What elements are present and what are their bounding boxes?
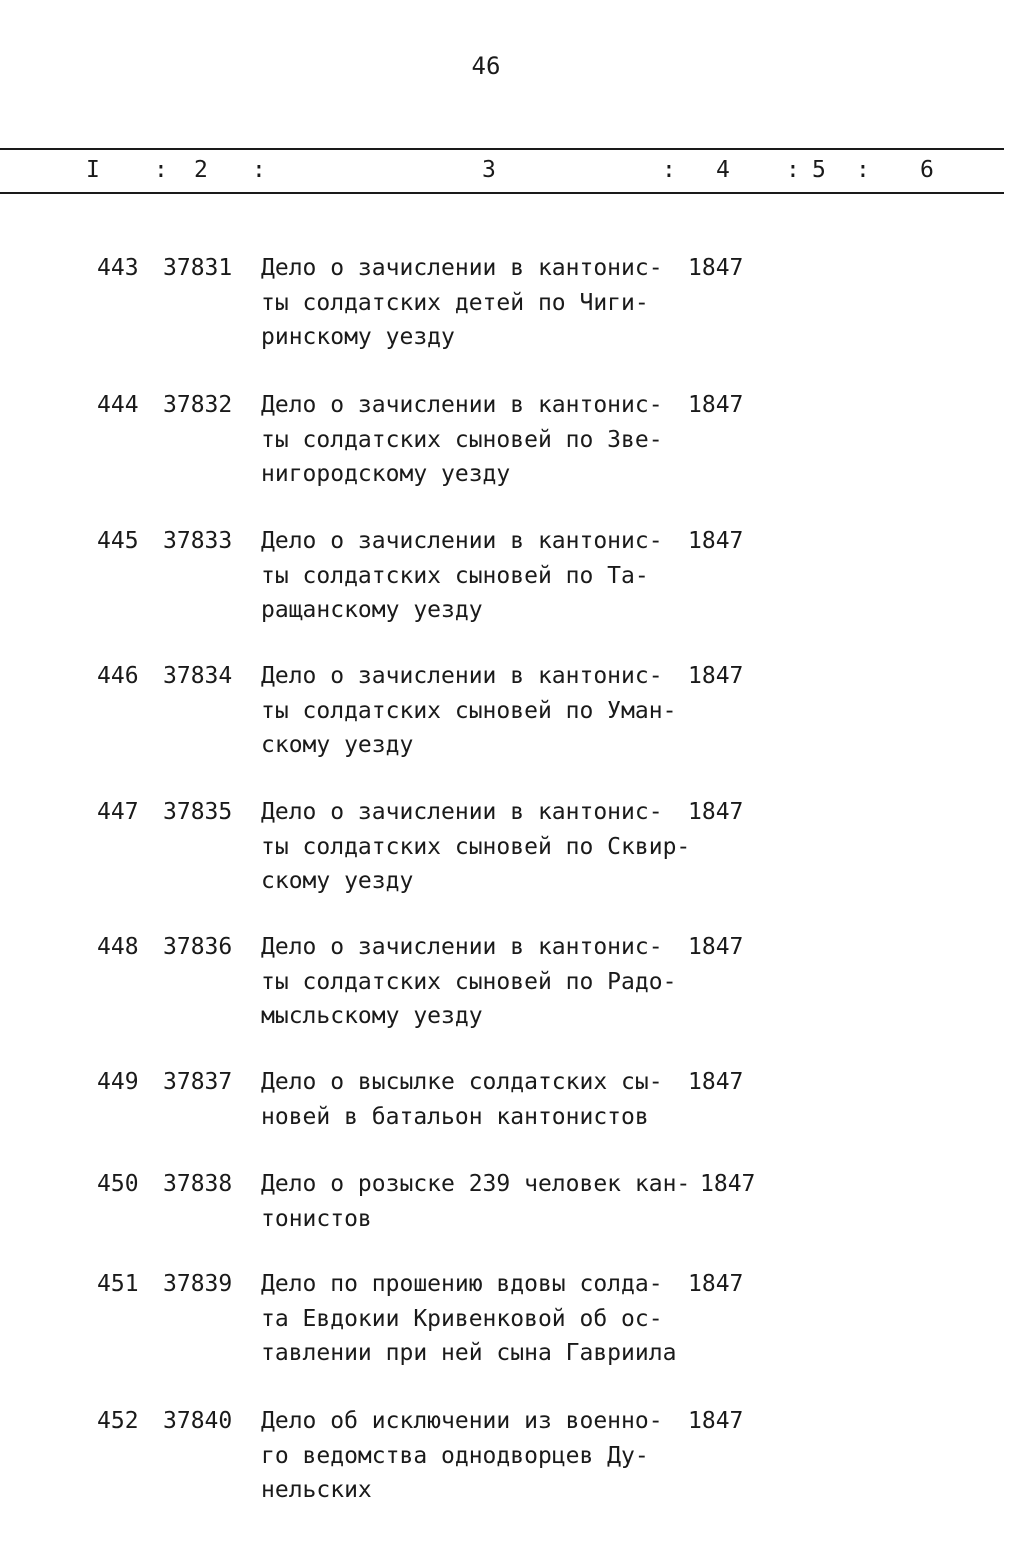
entry-number: 451 xyxy=(97,1271,139,1297)
entry-title: Дело о зачислении в кантонис- ты солдатских детей по Чиги- ринскому уезду xyxy=(261,255,663,350)
column-header-2: 2 xyxy=(194,157,208,183)
entry-number: 450 xyxy=(97,1171,139,1197)
entry-number: 449 xyxy=(97,1069,139,1095)
page-number: 46 xyxy=(471,52,501,80)
entry-title: Дело об исключении из военно- го ведомства однодворцев Ду- нельских xyxy=(261,1408,663,1503)
entry-year: 1847 xyxy=(688,1271,744,1297)
column-header-1: I xyxy=(86,157,100,183)
entry-title: Дело о розыске 239 человек кан- тонистов xyxy=(261,1171,691,1232)
entry-number: 447 xyxy=(97,799,139,825)
column-header-3: 3 xyxy=(482,157,496,183)
entry-number: 445 xyxy=(97,528,139,554)
entry-year: 1847 xyxy=(688,1069,744,1095)
entry-number: 446 xyxy=(97,663,139,689)
entry-year: 1847 xyxy=(688,934,744,960)
entry-title: Дело о зачислении в кантонис- ты солдатских сыновей по Радо- мысльскому уезду xyxy=(261,934,677,1029)
entry-number: 443 xyxy=(97,255,139,281)
entry-title: Дело о зачислении в кантонис- ты солдатских сыновей по Та- ращанскому уезду xyxy=(261,528,663,623)
header-bottom-rule xyxy=(0,192,1004,194)
entry-code: 37836 xyxy=(163,934,233,960)
entry-title: Дело о зачислении в кантонис- ты солдатских сыновей по Уман- скому уезду xyxy=(261,663,677,758)
entry-title: Дело о высылке солдатских сы- новей в батальон кантонистов xyxy=(261,1069,663,1130)
entry-code: 37838 xyxy=(163,1171,233,1197)
column-header-6: 6 xyxy=(920,157,934,183)
entry-number: 452 xyxy=(97,1408,139,1434)
column-header-4: 4 xyxy=(716,157,730,183)
entry-number: 448 xyxy=(97,934,139,960)
entry-code: 37840 xyxy=(163,1408,233,1434)
entry-year: 1847 xyxy=(688,1408,744,1434)
column-header-row xyxy=(0,157,1024,185)
entry-code: 37839 xyxy=(163,1271,233,1297)
entry-year: 1847 xyxy=(688,528,744,554)
entry-year: 1847 xyxy=(688,255,744,281)
entry-code: 37833 xyxy=(163,528,233,554)
entry-number: 444 xyxy=(97,392,139,418)
entry-title: Дело о зачислении в кантонис- ты солдатских сыновей по Зве- нигородскому уезду xyxy=(261,392,663,487)
column-separator: : xyxy=(786,157,800,183)
column-separator: : xyxy=(856,157,870,183)
column-header-5: 5 xyxy=(812,157,826,183)
column-separator: : xyxy=(662,157,676,183)
entry-title: Дело по прошению вдовы солда- та Евдокии Кривенковой об ос- тавлении при ней сына Гавриила xyxy=(261,1271,677,1366)
entry-year: 1847 xyxy=(700,1171,756,1197)
entry-code: 37834 xyxy=(163,663,233,689)
header-top-rule xyxy=(0,148,1004,150)
entry-code: 37832 xyxy=(163,392,233,418)
entry-year: 1847 xyxy=(688,663,744,689)
entry-title: Дело о зачислении в кантонис- ты солдатских сыновей по Сквир- скому уезду xyxy=(261,799,691,894)
column-separator: : xyxy=(252,157,266,183)
column-separator: : xyxy=(154,157,168,183)
entry-code: 37831 xyxy=(163,255,233,281)
entry-code: 37835 xyxy=(163,799,233,825)
entry-code: 37837 xyxy=(163,1069,233,1095)
entry-year: 1847 xyxy=(688,799,744,825)
entry-year: 1847 xyxy=(688,392,744,418)
